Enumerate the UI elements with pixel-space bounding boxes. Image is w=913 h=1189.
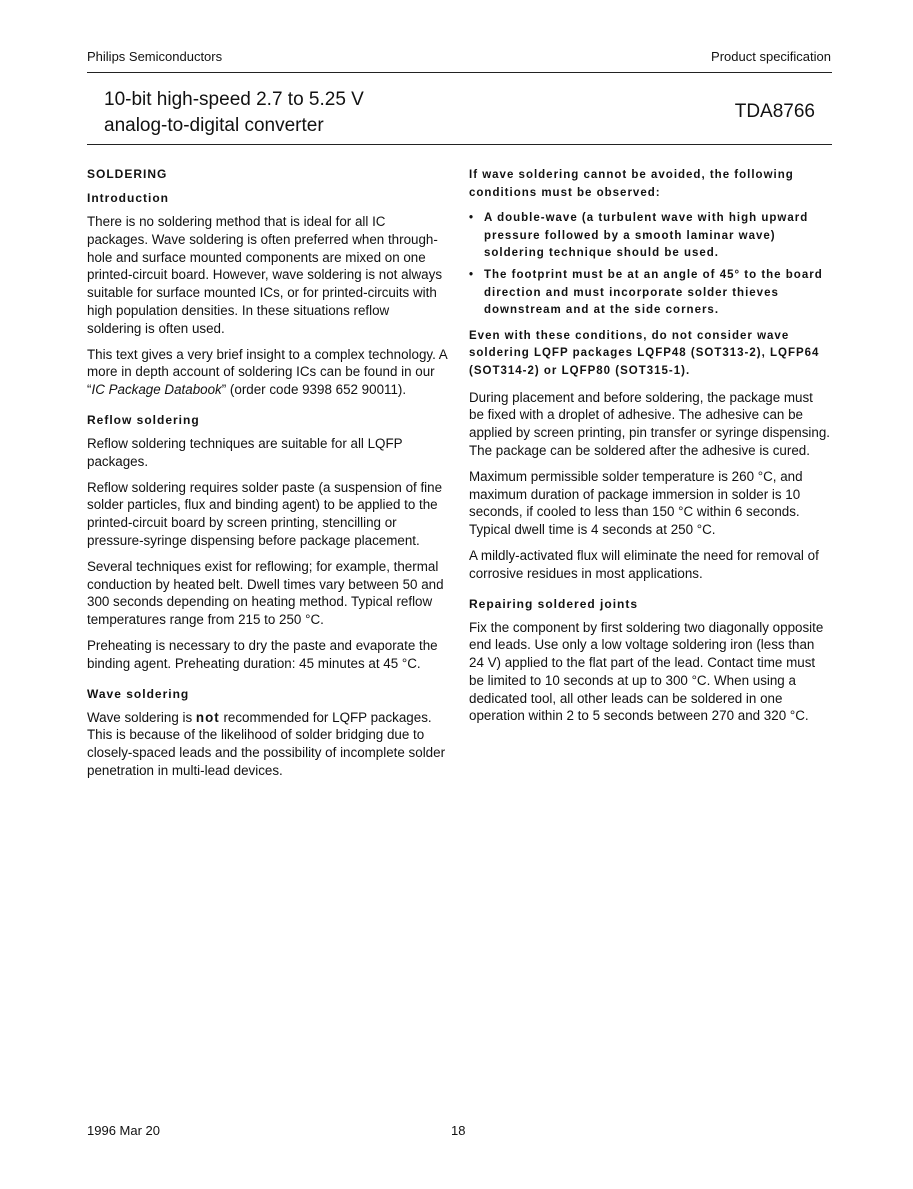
list-item: [469, 210, 831, 263]
repair-heading: Repairing soldered joints: [469, 596, 639, 611]
header-rule-top: [87, 72, 832, 73]
section-title: SOLDERING: [87, 167, 168, 181]
databook-title: IC Package Databook: [91, 382, 222, 398]
header-rule-bottom: [87, 144, 832, 145]
reflow-paragraph-4: Preheating is necessary to dry the paste and evaporate the binding agent. Preheating duration: 45 minutes at 45 °C.: [87, 637, 438, 671]
right-column: [469, 167, 831, 733]
reflow-paragraph-1: Reflow soldering techniques are suitable for all LQFP packages.: [87, 435, 403, 469]
caution-note: Even with these conditions, do not consider wave soldering LQFP packages LQFP48 (SOT313-2), LQFP64 (SOT314-2) or LQFP80 (SOT315-1).: [469, 329, 820, 377]
wave-paragraph: [87, 709, 447, 780]
flux-paragraph: A mildly-activated flux will eliminate the need for removal of corrosive residues in most applications.: [469, 547, 819, 581]
conditions-list: [469, 210, 831, 320]
bullet-icon: •: [469, 268, 475, 281]
conditions-heading: If wave soldering cannot be avoided, the following conditions must be observed:: [469, 169, 794, 199]
document-type: Product specification: [711, 49, 831, 64]
temperature-paragraph: Maximum permissible solder temperature is 260 °C, and maximum duration of package immersion in solder is 10 seconds, if cooled to less than 150 °C within 6 seconds. Typical dwell time is 4 seconds at 250 °C.: [469, 468, 803, 538]
wave-heading: Wave soldering: [87, 686, 190, 701]
left-column: [87, 167, 447, 788]
adhesive-paragraph: During placement and before soldering, the package must be fixed with a droplet of adhesive. The adhesive can be applied by screen printing, pin transfer or syringe dispensing. The package can be soldered after the adhesive is cured.: [469, 389, 831, 458]
list-item-text: A double-wave (a turbulent wave with high upward pressure followed by a smooth laminar wave) soldering technique should be used.: [484, 212, 809, 260]
part-number: TDA8766: [734, 101, 815, 122]
intro-p2-text: This text gives a very brief insight to a complex technology. A more in depth account of soldering ICs can be found in our “: [87, 346, 447, 398]
document-title: [104, 87, 364, 139]
emphasis-not: not: [195, 709, 220, 725]
introduction-heading: Introduction: [87, 191, 169, 205]
reflow-paragraph-3: Several techniques exist for reflowing; for example, thermal conduction by heated belt. Dwell times vary between 50 and 300 seconds depending on heating method. Typical reflow temperatures range from 215 to 250 °C.: [87, 558, 444, 628]
intro-paragraph-1: There is no soldering method that is ideal for all IC packages. Wave soldering is often preferred when through-hole and surface mounted components are mixed on one printed-circuit board. However, wave soldering is not always suitable for surface mounted ICs, or for printed-circuits with high population densities. In these situations reflow soldering is often used.: [87, 214, 443, 336]
intro-p2-order-code: ” (order code 9398 652 90011).: [221, 382, 407, 398]
title-line-1: 10-bit high-speed 2.7 to 5.25 V: [104, 89, 364, 110]
list-item: [469, 267, 831, 320]
page-number: 18: [451, 1123, 466, 1138]
repair-paragraph: Fix the component by first soldering two diagonally opposite end leads. Use only a low voltage soldering iron (less than 24 V) applied to the flat part of the lead. Contact time must be limited to 10 seconds at up to 300 °C. When using a dedicated tool, all other leads can be soldered in one operation within 2 to 5 seconds between 270 and 320 °C.: [469, 619, 824, 724]
company-name: Philips Semiconductors: [87, 49, 223, 64]
list-item-text: The footprint must be at an angle of 45° to the board direction and must incorporate solder thieves downstream and at the side corners.: [484, 268, 823, 317]
wave-p1-text: Wave soldering is: [87, 709, 196, 725]
reflow-heading: Reflow soldering: [87, 412, 200, 427]
intro-paragraph-2: [87, 346, 447, 399]
footer-date: 1996 Mar 20: [87, 1123, 160, 1138]
reflow-paragraph-2: Reflow soldering requires solder paste (a suspension of fine solder particles, flux and binding agent) to be applied to the printed-circuit board by screen printing, stencilling or pressure-syringe dispensing before package placement.: [87, 479, 443, 548]
wave-p1-rest: recommended for LQFP packages. This is because of the likelihood of solder bridging due to closely-spaced leads and the possibility of incomplete solder penetration in multi-lead devices.: [87, 709, 446, 778]
bullet-icon: •: [469, 212, 475, 225]
title-line-2: analog-to-digital converter: [104, 115, 324, 136]
